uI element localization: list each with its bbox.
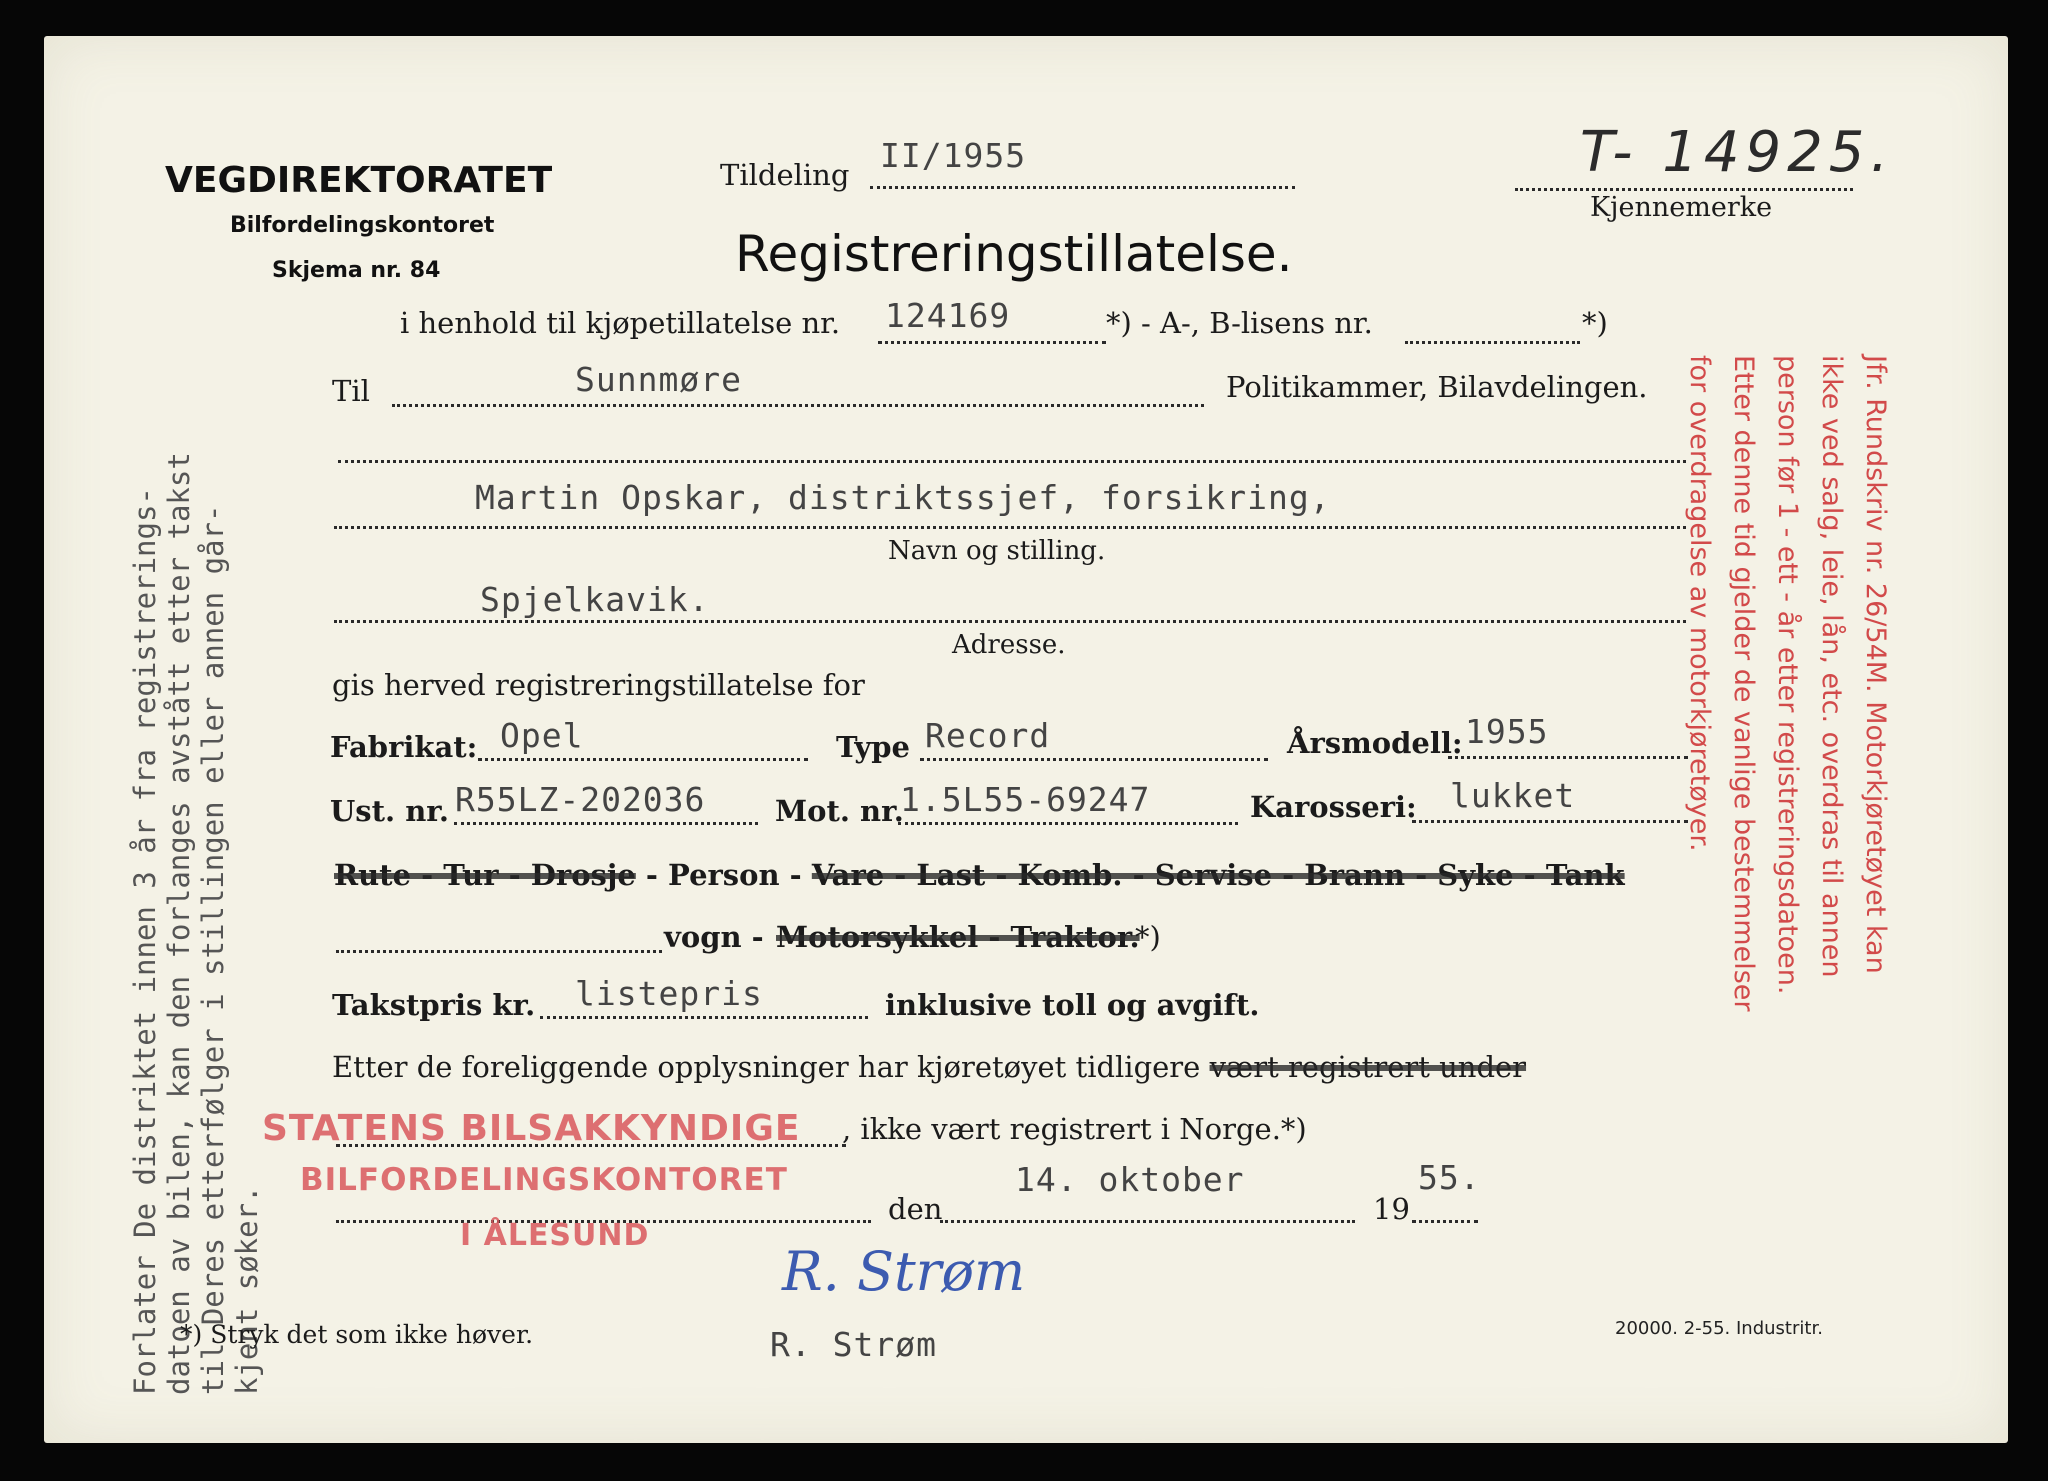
right-margin-line: ikke ved salg, leie, lån, etc. overdras til annen [1816,355,1847,978]
right-margin-line: Etter denne tid gjelder de vanlige bestemmelser [1728,355,1759,1012]
ust-line [454,822,758,825]
mot-line [898,822,1238,825]
form-number: Skjema nr. 84 [272,258,441,283]
gis-herved-text: gis herved registreringstillatelse for [332,668,865,702]
arsmodell-line [1448,756,1688,759]
adresse-value: Spjelkavik. [480,580,710,619]
arsmodell-value: 1955 [1465,712,1549,751]
lisens-end: *) [1582,306,1608,340]
takstpris-label: Takstpris kr. [332,988,536,1022]
fabrikat-label: Fabrikat: [330,730,478,764]
date-value: 14. oktober [1015,1160,1245,1199]
footnote: *) Stryk det som ikke høver. [180,1320,534,1349]
year-value: 55. [1418,1158,1481,1197]
plate-handwritten: T- 14925. [1580,120,1895,185]
plate-label: Kjennemerke [1590,192,1773,223]
tildeling-line [870,186,1295,189]
etter-struck: vært registrert under [1209,1050,1527,1084]
navn-value: Martin Opskar, distriktssjef, forsikring, [475,478,1331,517]
left-margin-line: Forlater De distriktet innen 3 år fra registrerings- [128,487,162,1395]
type-value: Record [925,716,1051,755]
handwritten-signature: R. Strøm [782,1240,1026,1303]
type-line [920,758,1268,761]
navn-line [334,526,1686,529]
right-margin-line: person før 1 - ett - år etter registreringsdatoen. [1772,355,1803,995]
stamp-line-1: STATENS BILSAKKYNDIGE [262,1108,801,1149]
navn-label: Navn og stilling. [888,536,1106,566]
date-line [940,1220,1355,1223]
vogn-struck: Motorsykkel - Traktor. [776,920,1140,954]
vogn-end: *) [1135,920,1161,954]
left-margin-line: til Deres etterfølger i stillingen eller annen går- [196,504,230,1395]
year-prefix: 19 [1373,1192,1410,1226]
lisens-line [1405,341,1580,344]
mot-value: 1.5L55-69247 [900,780,1151,819]
fabrikat-line [478,758,808,761]
ust-label: Ust. nr. [330,794,450,828]
til-value: Sunnmøre [575,360,742,399]
takstpris-suffix: inklusive toll og avgift. [885,988,1260,1022]
til-label: Til [332,374,370,408]
kjopetillatelse-label: i henhold til kjøpetillatelse nr. [400,306,841,340]
org-name: VEGDIREKTORATET [165,160,553,201]
etter-line: Etter de foreliggende opplysninger har kjøretøyet tidligere [332,1050,1201,1084]
category-person: - Person - [645,858,802,892]
karosseri-label: Karosseri: [1250,790,1417,824]
right-margin-line: for overdragelse av motorkjøretøyer. [1684,355,1715,852]
ust-value: R55LZ-202036 [455,780,706,819]
right-margin-line: Jfr. Rundskriv nr. 26/54M. Motorkjøretøyet kan [1860,355,1891,974]
fabrikat-value: Opel [500,716,584,755]
document-title: Registreringstillatelse. [735,225,1293,283]
left-margin-note [128,452,264,1395]
til-suffix: Politikammer, Bilavdelingen. [1226,370,1648,404]
printer-note: 20000. 2-55. Industritr. [1615,1318,1823,1339]
karosseri-line [1412,820,1688,823]
vogn-line [336,950,662,953]
mot-label: Mot. nr. [775,794,904,828]
right-margin-note [1677,355,1897,1012]
tildeling-value: II/1955 [880,136,1027,175]
type-label: Type [836,730,910,764]
tildeling-label: Tildeling [720,158,850,192]
arsmodell-label: Årsmodell: [1287,726,1463,760]
kjopetillatelse-value: 124169 [885,296,1011,335]
adresse-line [334,620,1686,623]
takstpris-line [540,1016,868,1019]
left-margin-line: datoen av bilen, kan den forlanges avstått etter takst [162,452,196,1395]
category-struck-rest: Vare - Last - Komb. - Servise - Brann - Syke - Tank [811,858,1625,892]
category-struck-rute: Rute - Tur - Drosje [334,858,636,892]
til-line [392,404,1204,407]
kjopetillatelse-line [878,341,1106,344]
stamp-line-2: BILFORDELINGSKONTORET [300,1162,788,1198]
etter-text [332,1050,1526,1084]
blank-line [338,460,1686,463]
office-name: Bilfordelingskontoret [230,213,495,238]
karosseri-value: lukket [1450,776,1576,815]
den-label: den [888,1192,943,1226]
category-line [334,858,1625,892]
left-margin-line: kjent søker. [230,1185,264,1395]
takstpris-value: listepris [575,974,763,1013]
lisens-label: *) - A-, B-lisens nr. [1106,306,1373,340]
ikke-vaert-text: , ikke vært registrert i Norge.*) [842,1112,1307,1146]
plate-line [1515,188,1853,191]
vogn-label: vogn - [664,920,764,954]
adresse-label: Adresse. [952,630,1066,660]
stamp-line-3: I ÅLESUND [460,1218,650,1253]
year-line [1412,1220,1478,1223]
typed-signature: R. Strøm [770,1325,937,1364]
